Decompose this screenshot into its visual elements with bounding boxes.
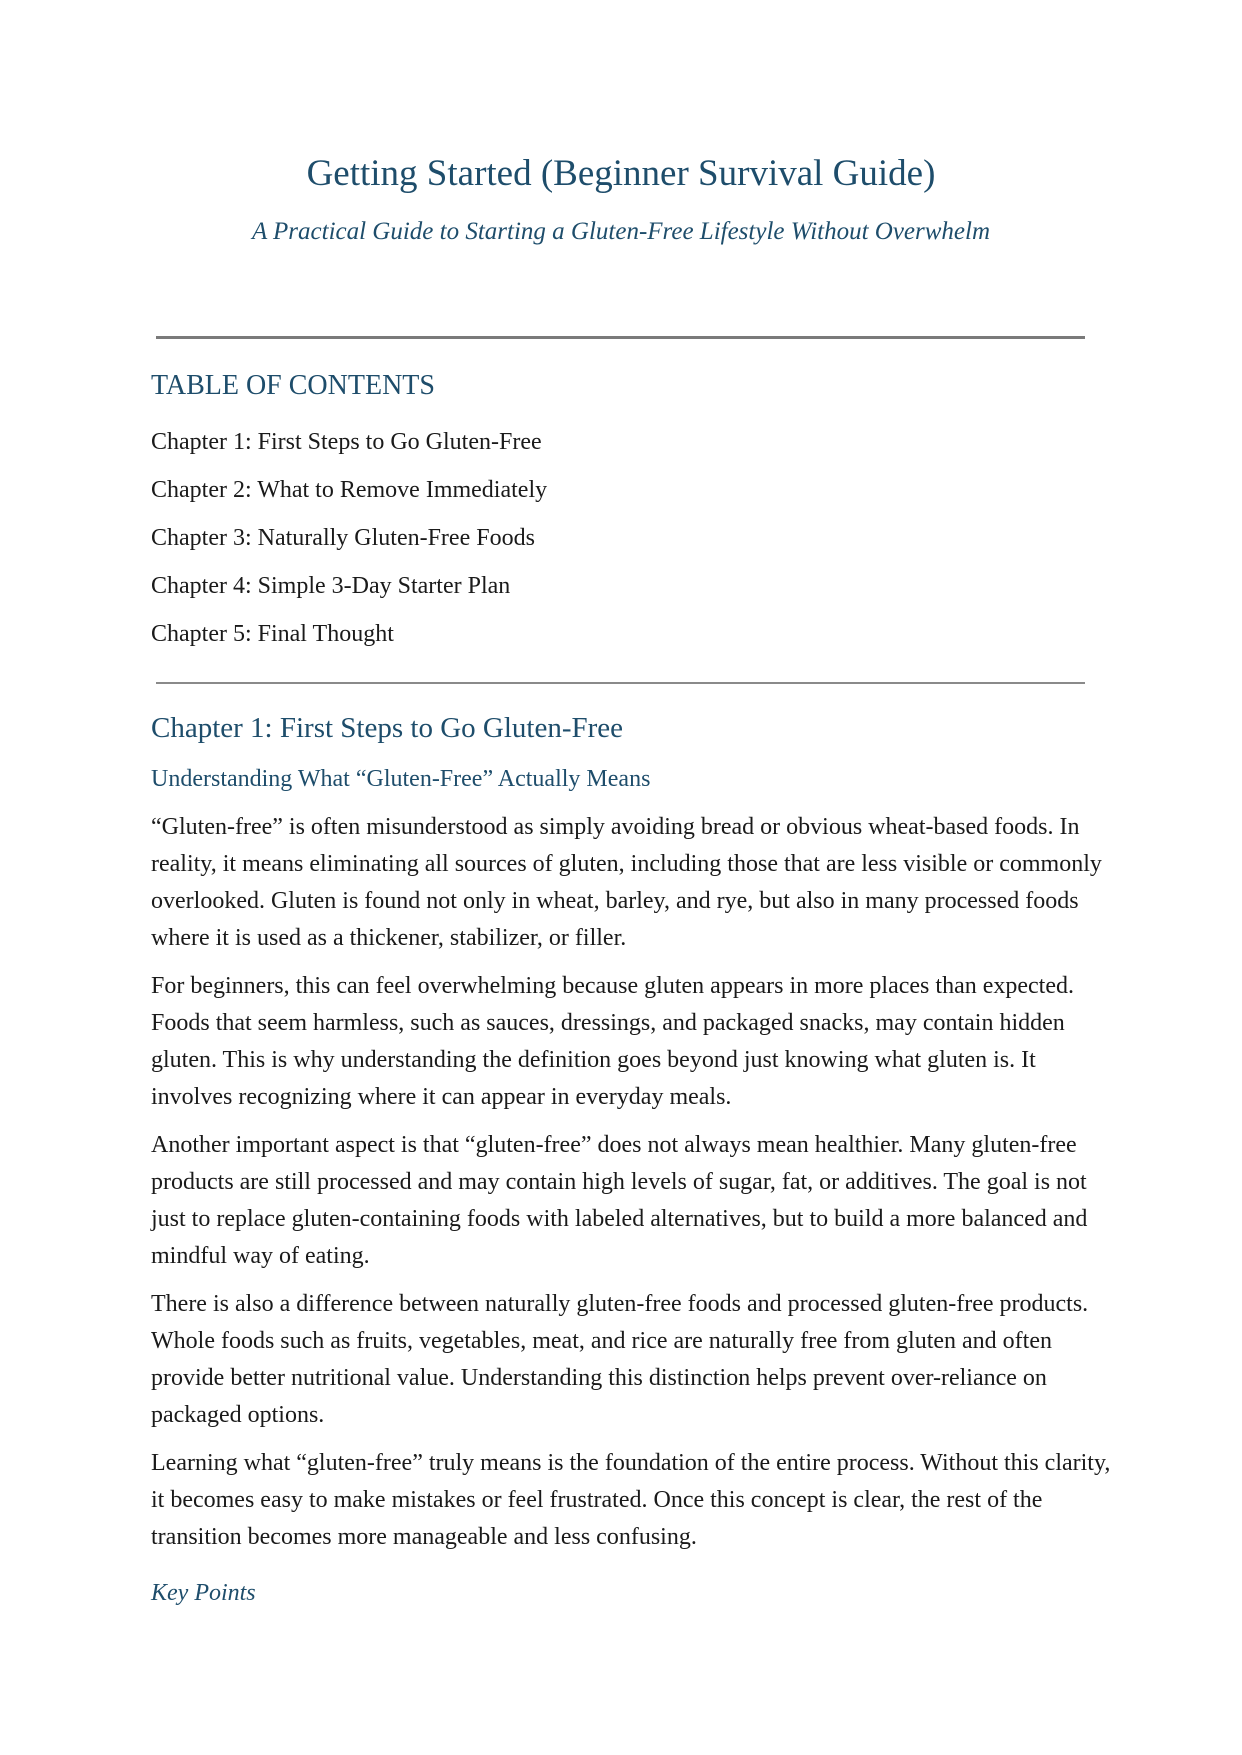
key-points-heading: Key Points bbox=[151, 1580, 256, 1606]
toc-item-chapter-5: Chapter 5: Final Thought bbox=[151, 621, 394, 647]
section-heading-meaning: Understanding What “Gluten-Free” Actually Means bbox=[151, 766, 651, 792]
divider-toc-end bbox=[156, 682, 1085, 684]
toc-item-chapter-3: Chapter 3: Naturally Gluten-Free Foods bbox=[151, 525, 535, 551]
toc-item-chapter-1: Chapter 1: First Steps to Go Gluten-Free bbox=[151, 429, 542, 455]
document-title: Getting Started (Beginner Survival Guide) bbox=[306, 153, 936, 194]
divider-top bbox=[156, 336, 1085, 339]
chapter-1-heading: Chapter 1: First Steps to Go Gluten-Free bbox=[151, 712, 624, 744]
toc-item-chapter-4: Chapter 4: Simple 3-Day Starter Plan bbox=[151, 573, 511, 599]
document-subtitle: A Practical Guide to Starting a Gluten-Free Lifestyle Without Overwhelm bbox=[251, 218, 991, 245]
toc-list bbox=[151, 418, 547, 658]
paragraph: For beginners, this can feel overwhelming because gluten appears in more places than expected. Foods that seem harmless, such as sauces, dressings, and packaged snacks, may contain hidden gluten. This is why understanding the definition goes beyond just knowing what gluten is. It involves recognizing where it can appear in everyday meals. bbox=[151, 973, 1074, 1110]
toc-heading: TABLE OF CONTENTS bbox=[151, 370, 435, 401]
toc-item-chapter-2: Chapter 2: What to Remove Immediately bbox=[151, 477, 548, 503]
paragraph: There is also a difference between naturally gluten-free foods and processed gluten-free products. Whole foods such as fruits, vegetables, meat, and rice are naturally free from gluten and often provide better nutritional value. Understanding this distinction helps prevent over-reliance on packaged options. bbox=[151, 1291, 1089, 1428]
paragraph: Learning what “gluten-free” truly means is the foundation of the entire process. Without this clarity, it becomes easy to make mistakes or feel frustrated. Once this concept is clear, the rest of the transition becomes more manageable and less confusing. bbox=[151, 1450, 1111, 1550]
paragraph: Another important aspect is that “gluten-free” does not always mean healthier. Many gluten-free products are still processed and may contain high levels of sugar, fat, or additives. The goal is not just to replace gluten-containing foods with labeled alternatives, but to build a more balanced and mindful way of eating. bbox=[151, 1132, 1088, 1269]
chapter-1-body bbox=[151, 809, 1111, 1567]
paragraph: “Gluten-free” is often misunderstood as simply avoiding bread or obvious wheat-based foods. In reality, it means eliminating all sources of gluten, including those that are less visible or commonly overlooked. Gluten is found not only in wheat, barley, and rye, but also in many processed foods where it is used as a thickener, stabilizer, or filler. bbox=[151, 814, 1102, 951]
